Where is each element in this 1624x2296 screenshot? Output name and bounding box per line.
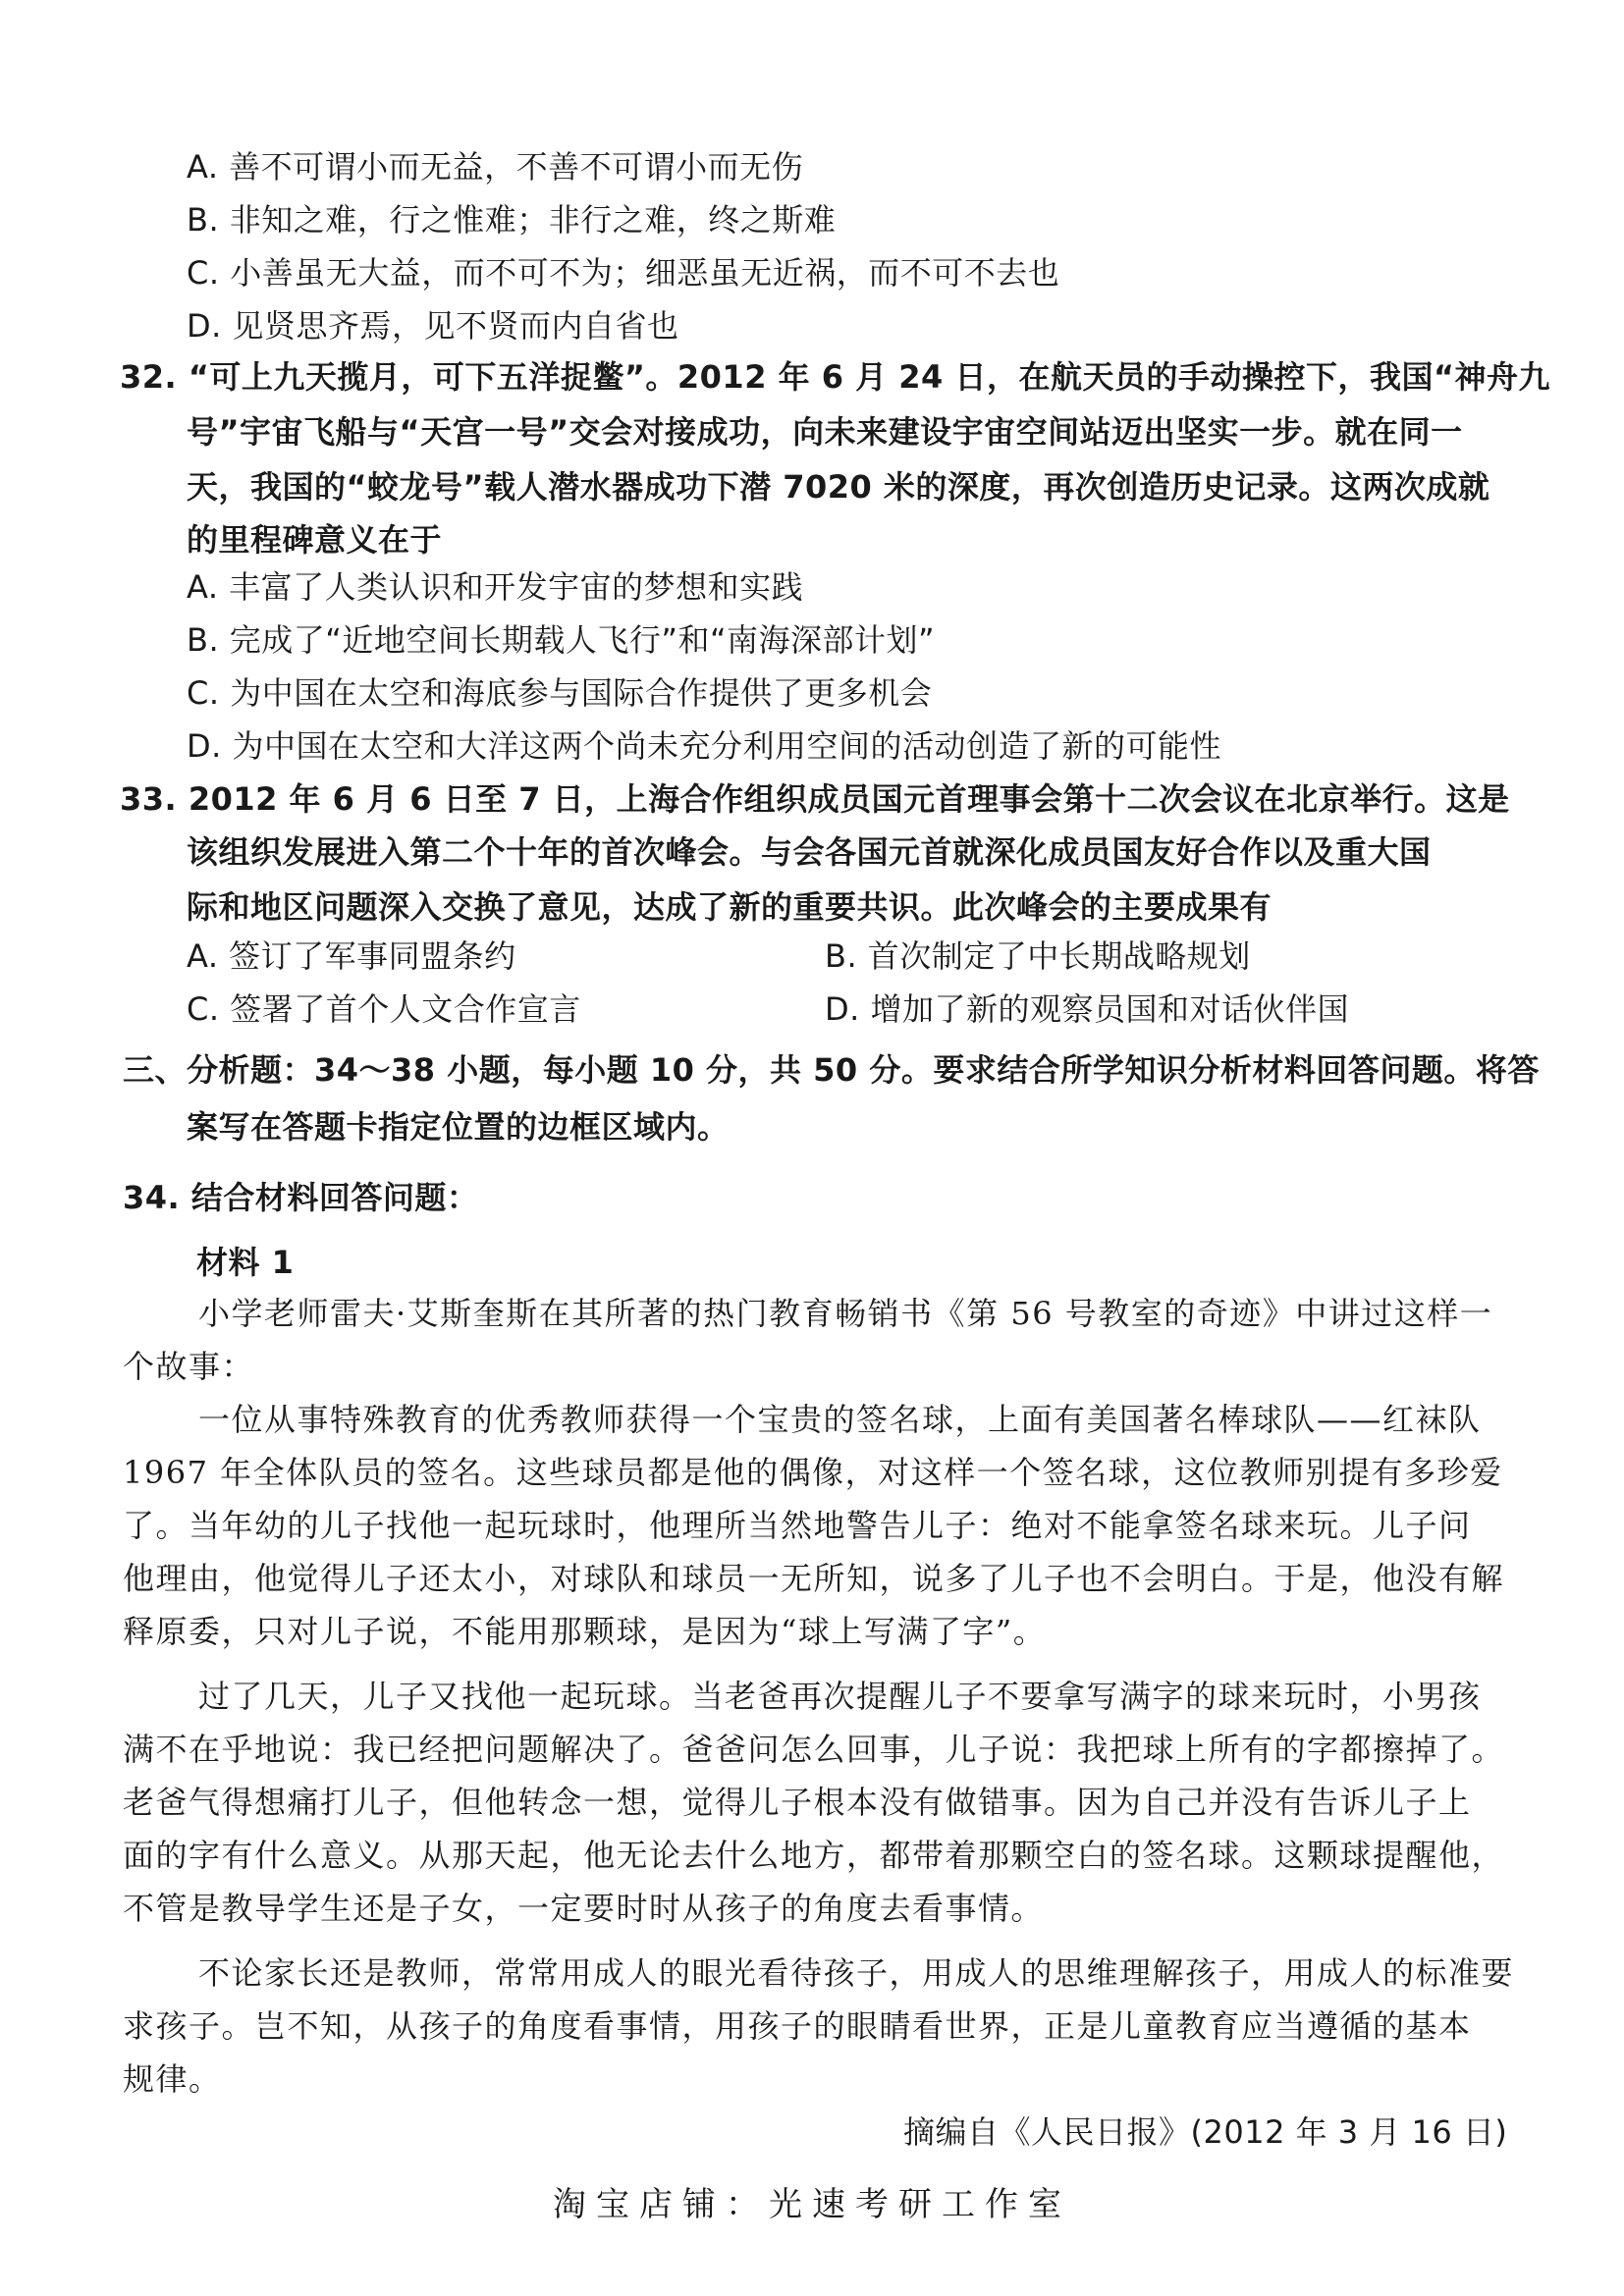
material-source: 摘编自《人民日报》(2012 年 3 月 16 日)	[903, 2113, 1508, 2151]
material-paragraph-line: 了。当年幼的儿子找他一起玩球时，他理所当然地警告儿子：绝对不能拿签名球来玩。儿子问	[123, 1507, 1472, 1544]
q32-stem-line: 的里程碑意义在于	[187, 521, 443, 559]
section3-heading-line2: 案写在答题卡指定位置的边框区域内。	[187, 1108, 730, 1146]
material-paragraph-line: 1967 年全体队员的签名。这些球员都是他的偶像，对这样一个签名球，这位教师别提有多珍爱	[123, 1454, 1503, 1491]
material-paragraph-line: 一位从事特殊教育的优秀教师获得一个宝贵的签名球，上面有美国著名棒球队——红袜队	[198, 1401, 1482, 1438]
material-paragraph-line: 小学老师雷夫·艾斯奎斯在其所著的热门教育畅销书《第 56 号教室的奇迹》中讲过这样一	[198, 1295, 1493, 1332]
material-paragraph-line: 过了几天，儿子又找他一起玩球。当老爸再次提醒儿子不要拿写满字的球来玩时，小男孩	[198, 1678, 1482, 1715]
q32-option-c: C. 为中国在太空和海底参与国际合作提供了更多机会	[187, 674, 933, 712]
q33-option-c: C. 签署了首个人文合作宣言	[187, 990, 581, 1028]
material-label: 材料 1	[196, 1244, 295, 1281]
q33-stem-line: 33. 2012 年 6 月 6 日至 7 日，上海合作组织成员国元首理事会第十二次会议在北京举行。这是	[120, 780, 1510, 818]
q31-option-a: A. 善不可谓小而无益，不善不可谓小而无伤	[187, 148, 804, 186]
material-paragraph-line: 满不在乎地说：我已经把问题解决了。爸爸问怎么回事，儿子说：我把球上所有的字都擦掉了。	[123, 1731, 1505, 1768]
q32-option-d: D. 为中国在太空和大洋这两个尚未充分利用空间的活动创造了新的可能性	[187, 727, 1221, 765]
material-paragraph-line: 不论家长还是教师，常常用成人的眼光看待孩子，用成人的思维理解孩子，用成人的标准要	[198, 1954, 1515, 1992]
q32-option-a: A. 丰富了人类认识和开发宇宙的梦想和实践	[187, 568, 804, 606]
material-paragraph-line: 个故事：	[123, 1348, 255, 1385]
material-paragraph-line: 释原委，只对儿子说，不能用那颗球，是因为“球上写满了字”。	[123, 1613, 1047, 1650]
q33-option-a: A. 签订了军事同盟条约	[187, 937, 516, 975]
q33-option-b: B. 首次制定了中长期战略规划	[825, 937, 1251, 975]
material-paragraph-line: 规律。	[123, 2060, 222, 2098]
material-paragraph-line: 不管是教导学生还是子女，一定要时时从孩子的角度去看事情。	[123, 1890, 1045, 1927]
q33-option-d: D. 增加了新的观察员国和对话伙伴国	[825, 990, 1349, 1028]
q34-title: 34. 结合材料回答问题：	[123, 1179, 479, 1216]
q32-stem-line: 天，我国的“蛟龙号”载人潜水器成功下潜 7020 米的深度，再次创造历史记录。这两次成就	[187, 468, 1490, 506]
q33-stem-line: 该组织发展进入第二个十年的首次峰会。与会各国元首就深化成员国友好合作以及重大国	[187, 833, 1432, 871]
material-paragraph-line: 面的字有什么意义。从那天起，他无论去什么地方，都带着那颗空白的签名球。这颗球提醒他，	[123, 1837, 1505, 1874]
q32-stem-line: 32. “可上九天揽月，可下五洋捉鳖”。2012 年 6 月 24 日，在航天员的手动操控下，我国“神舟九	[120, 358, 1550, 396]
section3-heading: 三、分析题：34～38 小题，每小题 10 分，共 50 分。要求结合所学知识分析材料回答问题。将答	[123, 1051, 1540, 1089]
material-paragraph-line: 老爸气得想痛打儿子，但他转念一想，觉得儿子根本没有做错事。因为自己并没有告诉儿子上	[123, 1784, 1472, 1821]
footer-shop-notice: 淘宝店铺：光速考研工作室	[553, 2185, 1071, 2224]
material-paragraph-line: 求孩子。岂不知，从孩子的角度看事情，用孩子的眼睛看世界，正是儿童教育应当遵循的基本	[123, 2007, 1472, 2045]
q31-option-c: C. 小善虽无大益，而不可不为；细恶虽无近祸，而不可不去也	[187, 254, 1060, 292]
q33-stem-line: 际和地区问题深入交换了意见，达成了新的重要共识。此次峰会的主要成果有	[187, 888, 1272, 926]
material-paragraph-line: 他理由，他觉得儿子还太小，对球队和球员一无所知，说多了儿子也不会明白。于是，他没有解	[123, 1560, 1505, 1597]
q32-option-b: B. 完成了“近地空间长期载人飞行”和“南海深部计划”	[187, 621, 936, 659]
q32-stem-line: 号”宇宙飞船与“天宫一号”交会对接成功，向未来建设宇宙空间站迈出坚实一步。就在同一	[187, 413, 1463, 451]
q31-option-d: D. 见贤思齐焉，见不贤而内自省也	[187, 307, 679, 345]
q31-option-b: B. 非知之难，行之惟难；非行之难，终之斯难	[187, 201, 837, 239]
